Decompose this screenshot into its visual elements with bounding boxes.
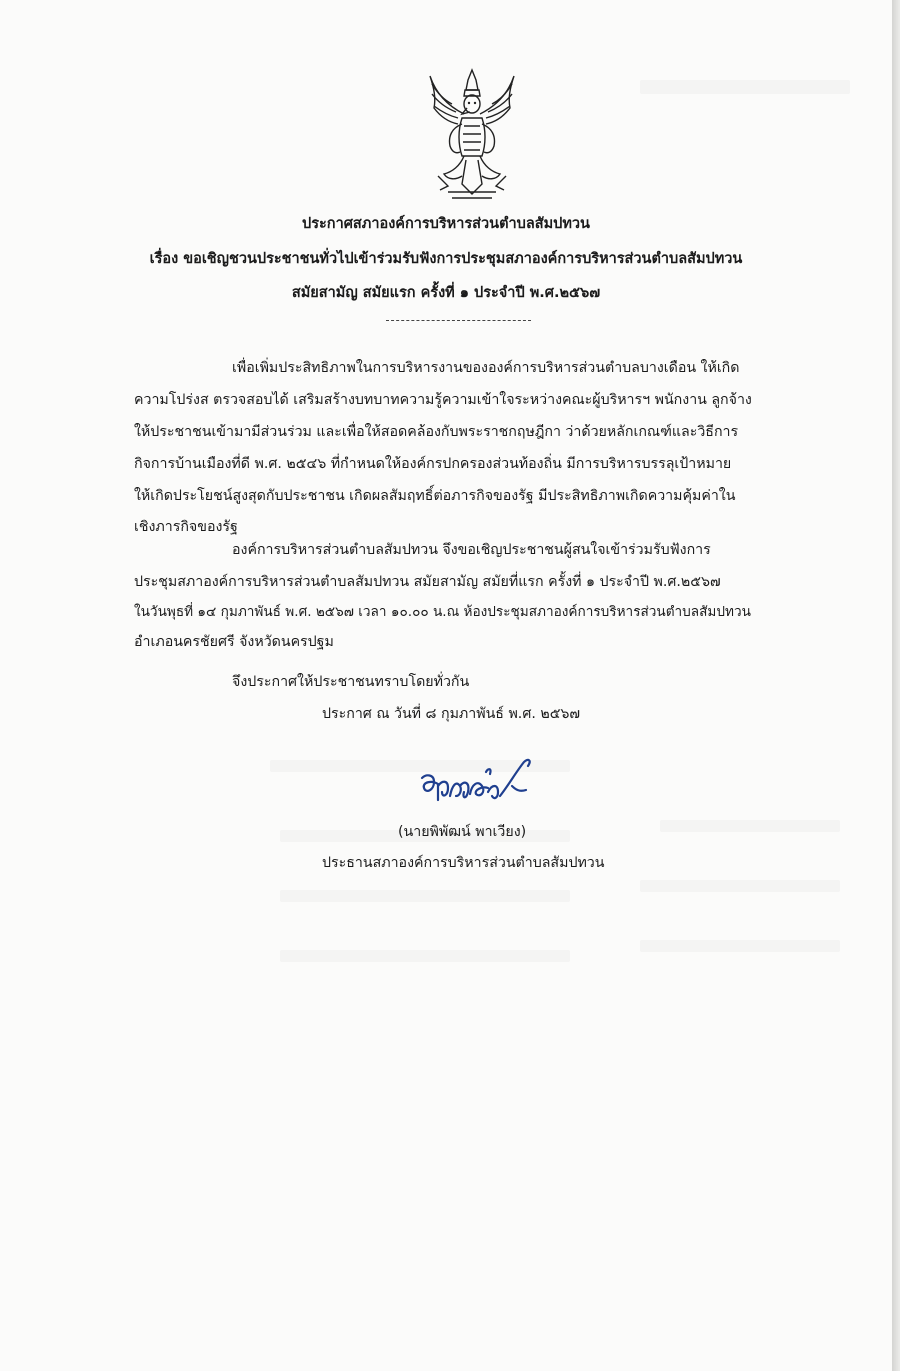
- paragraph1-line: ความโปร่งส ตรวจสอบได้ เสริมสร้างบทบาทความรู้ความเข้าใจระหว่างคณะผู้บริหารฯ พนักงาน ลูกจ้าง: [134, 392, 752, 408]
- paragraph1-line: ให้เกิดประโยชน์สูงสุดกับประชาชน เกิดผลสัมฤทธิ์ต่อภารกิจของรัฐ มีประสิทธิภาพเกิดความคุ้มค่าใน: [134, 488, 736, 504]
- announcement-subject: เรื่อง ขอเชิญชวนประชาชนทั่วไปเข้าร่วมรับฟังการประชุมสภาองค์การบริหารส่วนตำบลสัมปทวน: [149, 251, 743, 267]
- signatory-position: ประธานสภาองค์การบริหารส่วนตำบลสัมปทวน: [322, 855, 605, 871]
- closing-statement: จึงประกาศให้ประชาชนทราบโดยทั่วกัน: [232, 674, 470, 690]
- paragraph1-line: ให้ประชาชนเข้ามามีส่วนร่วม และเพื่อให้สอดคล้องกับพระราชกฤษฎีกา ว่าด้วยหลักเกณฑ์และวิธีการ: [134, 424, 739, 440]
- announcement-title: ประกาศสภาองค์การบริหารส่วนตำบลสัมปทวน: [302, 216, 590, 232]
- paragraph2-line: อำเภอนครชัยศรี จังหวัดนครปฐม: [134, 634, 334, 650]
- header-divider: [386, 320, 531, 321]
- signature-mark: [416, 756, 536, 812]
- paragraph2-line: ประชุมสภาองค์การบริหารส่วนตำบลสัมปทวน สมัยสามัญ สมัยที่แรก ครั้งที่ ๑ ประจำปี พ.ศ.๒๕๖๗: [134, 574, 721, 590]
- paragraph1-line: กิจการบ้านเมืองที่ดี พ.ศ. ๒๕๔๖ ที่กำหนดให้องค์กรปกครองส่วนท้องถิ่น มีการบริหารบรรลุเป้าหมาย: [134, 456, 732, 472]
- page-edge-shadow: [892, 0, 900, 1371]
- paragraph2-line: องค์การบริหารส่วนตำบลสัมปทวน จึงขอเชิญประชาชนผู้สนใจเข้าร่วมรับฟังการ: [232, 542, 711, 558]
- garuda-emblem-icon: [418, 64, 526, 204]
- signatory-name: (นายพิพัฒน์ พาเวียง): [398, 824, 527, 840]
- paragraph2-line: ในวันพุธที่ ๑๔ กุมภาพันธ์ พ.ศ. ๒๕๖๗ เวลา ๑๐.๐๐ น.ณ ห้องประชุมสภาองค์การบริหารส่วนตำบลสัมปทวน: [134, 604, 751, 620]
- announcement-session: สมัยสามัญ สมัยแรก ครั้งที่ ๑ ประจำปี พ.ศ.๒๕๖๗: [291, 285, 601, 301]
- announcement-date: ประกาศ ณ วันที่ ๘ กุมภาพันธ์ พ.ศ. ๒๕๖๗: [322, 706, 581, 722]
- paragraph1-line: เชิงภารกิจของรัฐ: [134, 519, 238, 535]
- paragraph1-line: เพื่อเพิ่มประสิทธิภาพในการบริหารงานขององค์การบริหารส่วนตำบลบางเดือน ให้เกิด: [232, 360, 740, 376]
